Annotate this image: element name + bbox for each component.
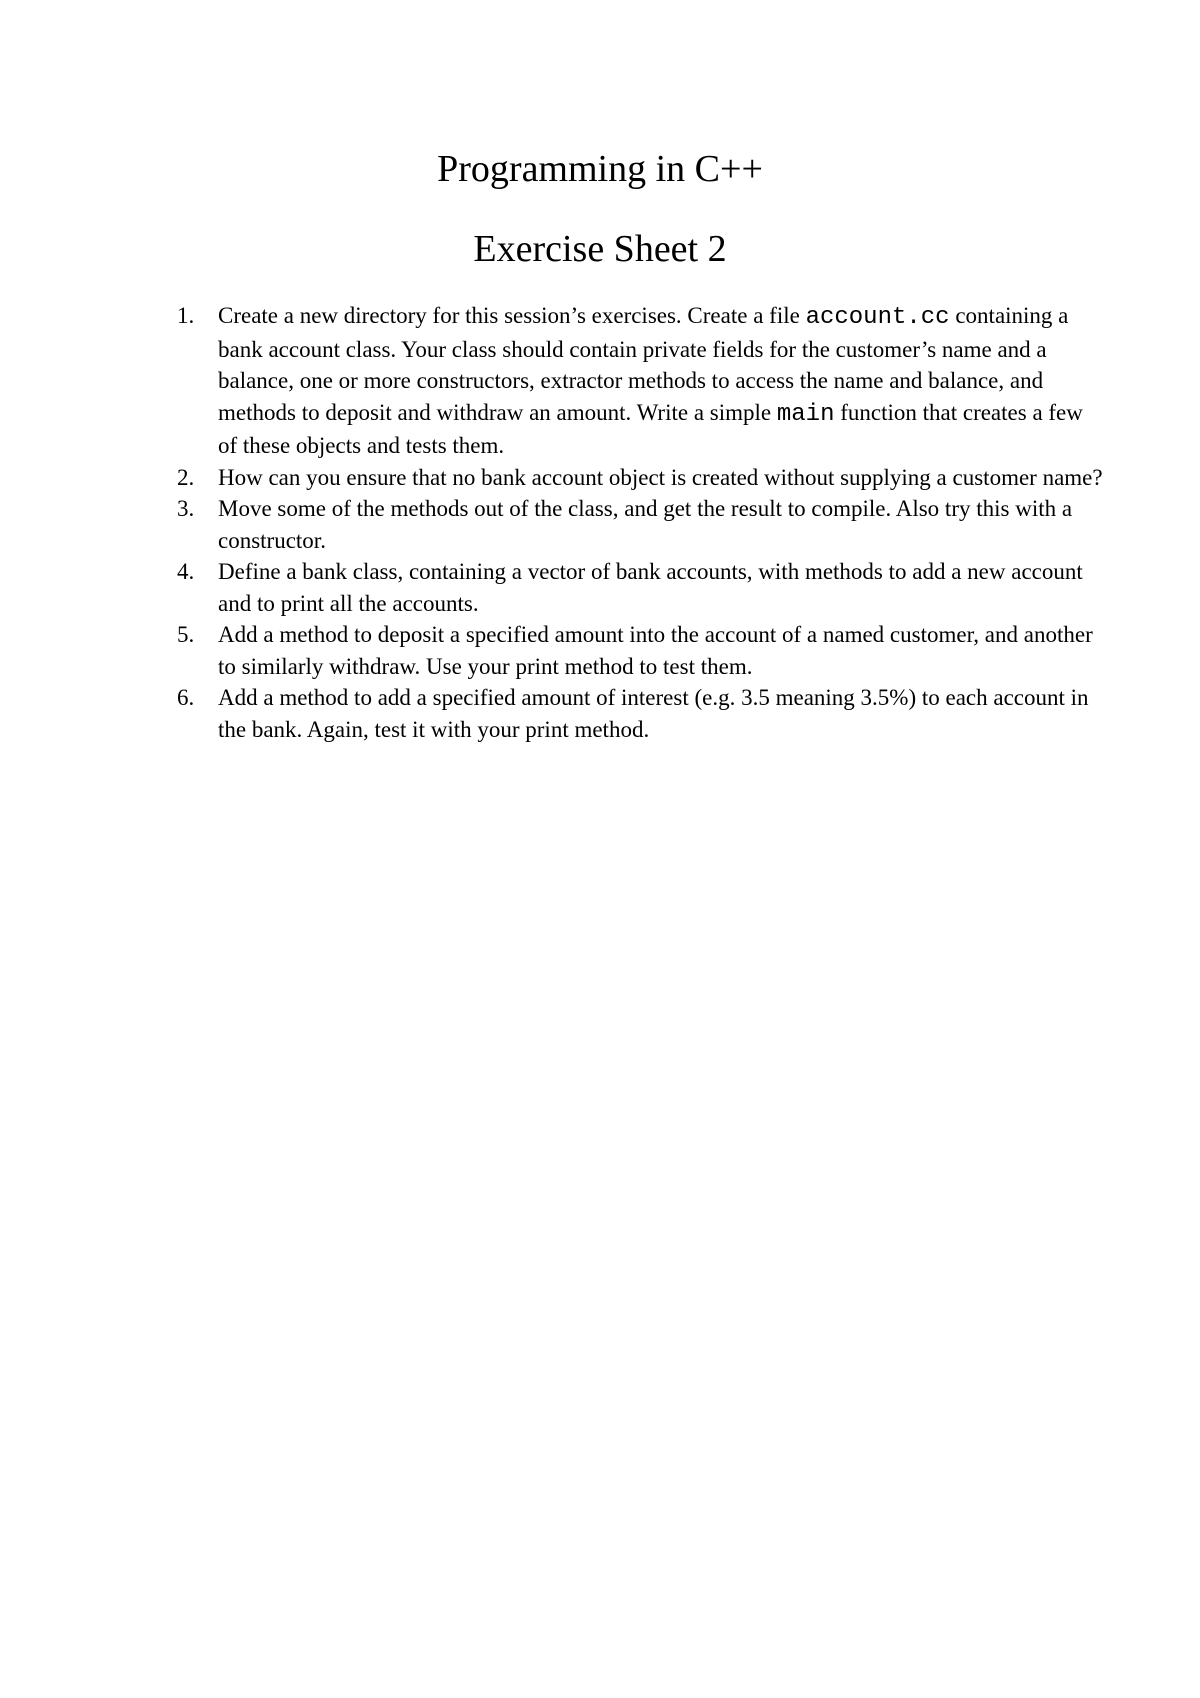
exercise-text-part: containing a bank account class. Your class should contain private fields for the customer’s name and a balance, one or more constructors, extractor methods to access the name and balance, and methods to deposit and withdraw an amount. Write a simple (218, 303, 1069, 425)
exercise-number: 4. (177, 559, 195, 584)
exercise-item-3 (166, 493, 1106, 556)
exercise-item-6 (166, 682, 1106, 745)
exercise-list (166, 300, 1106, 745)
exercise-item-4 (166, 556, 1106, 619)
exercise-item-1 (166, 300, 1106, 462)
exercise-item-5 (166, 619, 1106, 682)
exercise-text: Add a method to deposit a specified amount into the account of a named customer, and another to similarly withdraw. Use your print method to test them. (218, 622, 1093, 679)
exercise-number: 1. (177, 303, 195, 328)
exercise-text (218, 300, 1106, 462)
page-title: Programming in C++ (437, 148, 763, 190)
exercise-text-part: function that creates a few of these objects and tests them. (218, 399, 1083, 458)
exercise-text: How can you ensure that no bank account object is created without supplying a customer name? (218, 464, 1103, 490)
code-function-name: main (776, 400, 835, 428)
code-filename: account.cc (805, 304, 950, 331)
exercise-number: 2. (177, 464, 195, 490)
exercise-text: Define a bank class, containing a vector of bank accounts, with methods to add a new account and to print all the accounts. (218, 559, 1083, 616)
exercise-text-part: Create a new directory for this session’s exercises. Create a file (218, 303, 806, 328)
exercise-text: Add a method to add a specified amount of interest (e.g. 3.5 meaning 3.5%) to each account in the bank. Again, test it with your print method. (218, 685, 1089, 742)
exercise-number: 6. (177, 685, 195, 710)
exercise-item-2 (166, 462, 1106, 494)
page-subtitle: Exercise Sheet 2 (473, 228, 727, 270)
exercise-text: Move some of the methods out of the class, and get the result to compile. Also try this with a constructor. (218, 496, 1073, 553)
exercise-number: 5. (177, 622, 195, 647)
exercise-number: 3. (177, 496, 195, 521)
